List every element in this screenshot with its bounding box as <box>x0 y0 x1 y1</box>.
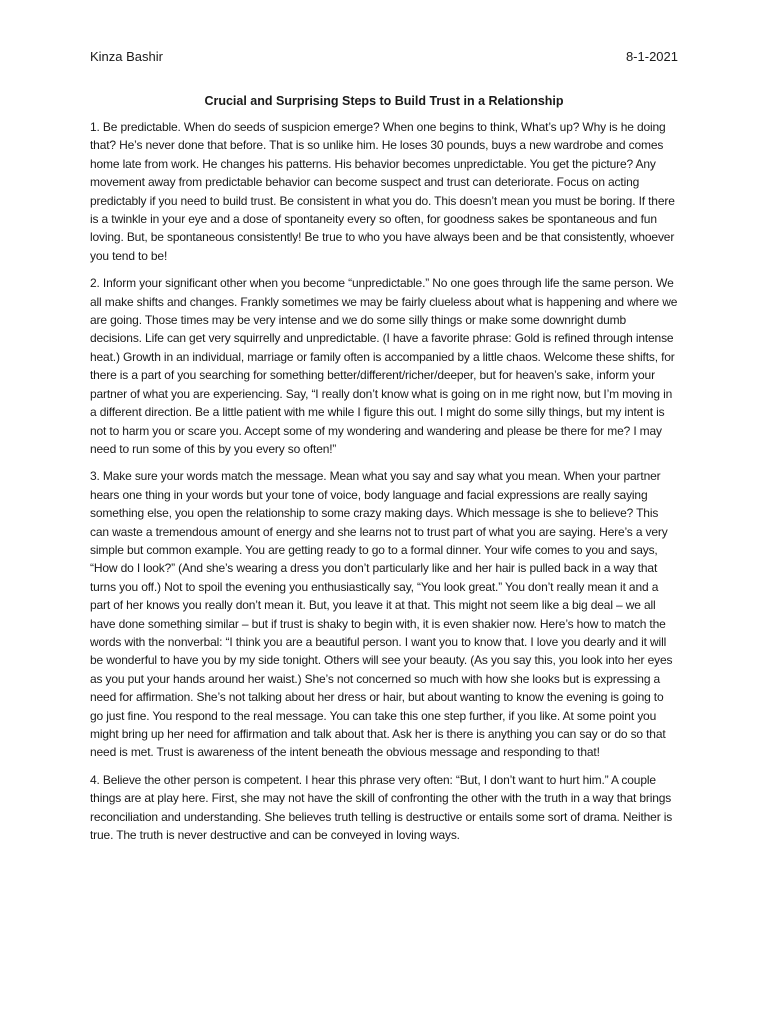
paragraph-2: 2. Inform your significant other when you become “unpredictable.” No one goes through life the same person. We all make shifts and changes. Frankly sometimes we may be fairly clueless about what is happening and where we are going. Those times may be very intense and we do some silly things or make some downright dumb decisions. Life can get very squirrelly and unpredictable. (I have a favorite phrase: Gold is refined through intense heat.) Growth in an individual, marriage or family often is accompanied by a little chaos. Welcome these shifts, for there is a part of you searching for something better/different/richer/deeper, but for heaven’s sake, inform your partner of what you are experiencing. Say, “I really don’t know what is going on in me right now, but I’m moving in a different direction. Be a little patient with me while I figure this out. I might do some silly things, but my intent is not to harm you or scare you. Accept some of my wondering and wandering and please be there for me? I may need to run some of this by you every so often!” <box>90 276 678 456</box>
paragraph-4: 4. Believe the other person is competent. I hear this phrase very often: “But, I don’t want to hurt him.” A couple things are at play here. First, she may not have the skill of confronting the other with the truth in a way that brings reconciliation and understanding. She believes truth telling is destructive or entails some sort of drama. Neither is true. The truth is never destructive and can be conveyed in loving ways. <box>90 772 673 843</box>
document-date: 8-1-2021 <box>625 49 678 64</box>
document-header <box>90 48 678 66</box>
document-title: Crucial and Surprising Steps to Build Trust in a Relationship <box>204 94 564 108</box>
paragraph-1: 1. Be predictable. When do seeds of suspicion emerge? When one begins to think, What’s up? Why is he doing that? He’s never done that before. That is so unlike him. He loses 30 pounds, buys a new wardrobe and comes home late from work. He changes his patterns. His behavior becomes unpredictable. You get the picture? Any movement away from predictable behavior can become suspect and trust can deteriorate. Focus on acting predictably if you need to build trust. Be consistent in what you do. This doesn’t mean you must be boring. If there is a twinkle in your eye and a dose of spontaneity every so often, for goodness sakes be spontaneous and fun loving. But, be spontaneous consistently! Be true to who you have always been and be that consistently, whoever you tend to be! <box>90 120 675 263</box>
author-name: Kinza Bashir <box>90 49 163 64</box>
paragraph-3: 3. Make sure your words match the message. Mean what you say and say what you mean. When your partner hears one thing in your words but your tone of voice, body language and facial expressions are really saying something else, you open the relationship to some crazy making days. Which message is she to believe? This can waste a tremendous amount of energy and she learns not to trust part of what you are saying. Here’s a very simple but common example. You are getting ready to go to a formal dinner. Your wife comes to you and says, “How do I look?” (And she’s wearing a dress you don’t particularly like and her hair is pulled back in a way that turns you off.) Not to spoil the evening you enthusiastically say, “You look great.” You don’t really mean it and a part of her knows you really don’t mean it. But, you leave it at that. This might not seem like a big deal – we all have done something similar – but if trust is shaky to begin with, it is even shakier now. Here’s how to match the words with the nonverbal: “I think you are a beautiful person. I want you to know that. I love you dearly and it will be wonderful to have you by my side tonight. Others will see your beauty. (As you say this, you look into her eyes as you put your hands around her waist.) She’s not concerned so much with how she looks but is expressing a need for affirmation. She’s not talking about her dress or hair, but about wanting to know the evening is going to go just fine. You respond to the real message. You can take this one step further, if you like. At some point you might bring up her need for affirmation and talk about that. Ask her is there is anything you can say or do so that need is met. Trust is awareness of the intent beneath the obvious message and responding to that! <box>90 469 673 760</box>
